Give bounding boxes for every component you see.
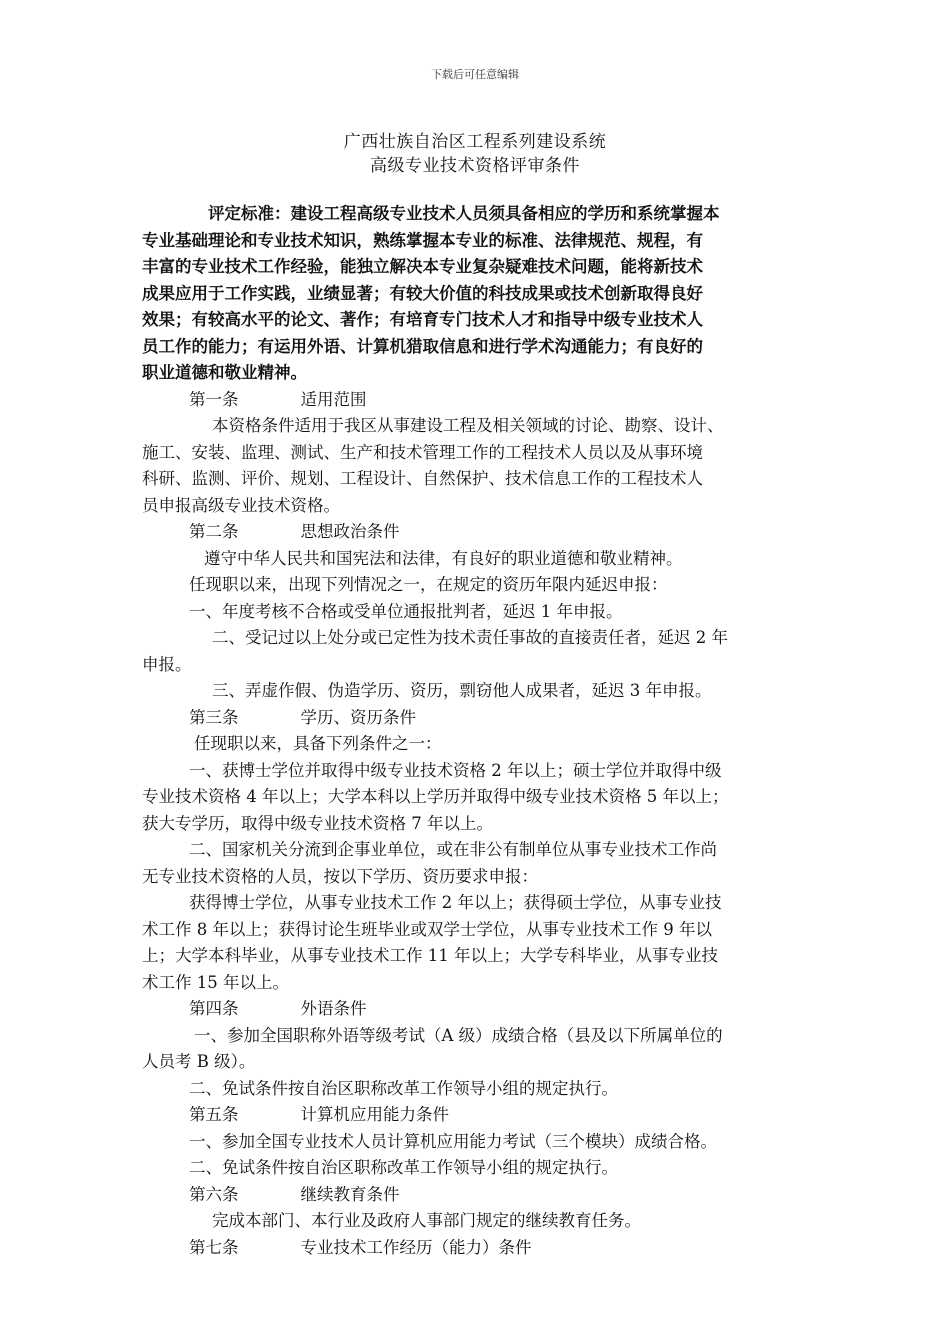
paragraph-line: 遵守中华人民共和国宪法和法律，有良好的职业道德和敬业精神。 <box>204 548 683 568</box>
document-title-line-2: 高级专业技术资格评审条件 <box>370 156 580 176</box>
paragraph-line: 三、弄虚作假、伪造学历、资历，剽窃他人成果者，延迟 3 年申报。 <box>212 681 712 700</box>
paragraph-line: 二、受记过以上处分或已定性为技术责任事故的直接责任者，延迟 2 年 <box>212 628 728 647</box>
article-number: 第六条 <box>189 1184 239 1204</box>
paragraph-line: 效果；有较高水平的论文、著作；有培育专门技术人才和指导中级专业技术人 <box>142 310 703 329</box>
article-heading <box>142 1235 810 1262</box>
article-number: 第五条 <box>189 1105 239 1124</box>
header-note: 下载后可任意编辑 <box>431 68 519 81</box>
paragraph-line: 完成本部门、本行业及政府人事部门规定的继续教育任务。 <box>212 1211 641 1230</box>
paragraph-line: 一、参加全国职称外语等级考试（A 级）成绩合格（县及以下所属单位的 <box>194 1025 723 1045</box>
paragraph-line: 无专业技术资格的人员，按以下学历、资历要求申报： <box>142 866 538 886</box>
paragraph-line: 职业道德和敬业精神。 <box>142 363 307 382</box>
paragraph-line: 科研、监测、评价、规划、工程设计、自然保护、技术信息工作的工程技术人 <box>142 469 703 488</box>
paragraph-line: 丰富的专业技术工作经验，能独立解决本专业复杂疑难技术问题，能将新技术 <box>142 257 703 276</box>
article-title: 计算机应用能力条件 <box>300 1105 449 1124</box>
article-title: 学历、资历条件 <box>300 707 416 727</box>
article-number: 第一条 <box>189 389 239 409</box>
article-heading <box>142 1102 810 1129</box>
paragraph-line: 申报。 <box>142 654 192 674</box>
paragraph-line: 人员考 B 级）。 <box>142 1052 256 1071</box>
paragraph-line: 上；大学本科毕业，从事专业技术工作 11 年以上；大学专科毕业，从事专业技 <box>142 946 718 965</box>
article-heading <box>142 1182 810 1209</box>
article-number: 第三条 <box>189 707 239 727</box>
paragraph-line: 一、年度考核不合格或受单位通报批判者，延迟 1 年申报。 <box>189 601 623 621</box>
article-heading <box>142 387 810 414</box>
paragraph-line: 术工作 15 年以上。 <box>142 972 289 992</box>
article-heading <box>142 996 810 1023</box>
paragraph-line: 任现职以来，出现下列情况之一，在规定的资历年限内延迟申报： <box>189 575 668 594</box>
paragraph-line: 员申报高级专业技术资格。 <box>142 495 340 515</box>
paragraph-line: 员工作的能力；有运用外语、计算机猎取信息和进行学术沟通能力；有良好的 <box>142 336 703 356</box>
paragraph-line: 本资格条件适用于我区从事建设工程及相关领域的讨论、勘察、设计、 <box>212 416 724 435</box>
article-title: 专业技术工作经历（能力）条件 <box>300 1237 532 1257</box>
paragraph-line: 获得博士学位，从事专业技术工作 2 年以上；获得硕士学位，从事专业技 <box>189 893 722 912</box>
document-body <box>142 201 810 1261</box>
paragraph-line: 评定标准：建设工程高级专业技术人员须具备相应的学历和系统掌握本 <box>208 204 720 223</box>
article-title: 外语条件 <box>300 999 367 1018</box>
article-title: 适用范围 <box>300 389 367 409</box>
article-heading <box>142 519 810 546</box>
paragraph-line: 二、免试条件按自治区职称改革工作领导小组的规定执行。 <box>189 1158 618 1177</box>
paragraph-line: 成果应用于工作实践，业绩显著；有较大价值的科技成果或技术创新取得良好 <box>142 283 703 303</box>
paragraph-line: 一、参加全国专业技术人员计算机应用能力考试（三个模块）成绩合格。 <box>189 1131 717 1151</box>
article-title: 继续教育条件 <box>300 1184 400 1204</box>
article-number: 第四条 <box>189 999 239 1018</box>
article-number: 第七条 <box>189 1237 239 1257</box>
paragraph-line: 二、国家机关分流到企事业单位，或在非公有制单位从事专业技术工作尚 <box>189 840 717 859</box>
paragraph-line: 施工、安装、监理、测试、生产和技术管理工作的工程技术人员以及从事环境 <box>142 442 703 462</box>
paragraph-line: 专业技术资格 4 年以上；大学本科以上学历并取得中级专业技术资格 5 年以上； <box>142 787 729 806</box>
paragraph-line: 术工作 8 年以上；获得讨论生班毕业或双学士学位，从事专业技术工作 9 年以 <box>142 919 712 939</box>
article-number: 第二条 <box>189 522 239 541</box>
paragraph-line: 一、获博士学位并取得中级专业技术资格 2 年以上；硕士学位并取得中级 <box>189 760 722 780</box>
paragraph-line: 任现职以来，具备下列条件之一： <box>194 734 442 753</box>
article-title: 思想政治条件 <box>300 522 400 541</box>
paragraph-line: 获大专学历，取得中级专业技术资格 7 年以上。 <box>142 813 493 833</box>
document-title-line-1: 广西壮族自治区工程系列建设系统 <box>343 132 607 152</box>
paragraph-line: 二、免试条件按自治区职称改革工作领导小组的规定执行。 <box>189 1078 618 1098</box>
paragraph-line: 专业基础理论和专业技术知识，熟练掌握本专业的标准、法律规范、规程，有 <box>142 230 703 250</box>
evaluation-standard <box>142 201 810 387</box>
article-heading <box>142 705 810 732</box>
